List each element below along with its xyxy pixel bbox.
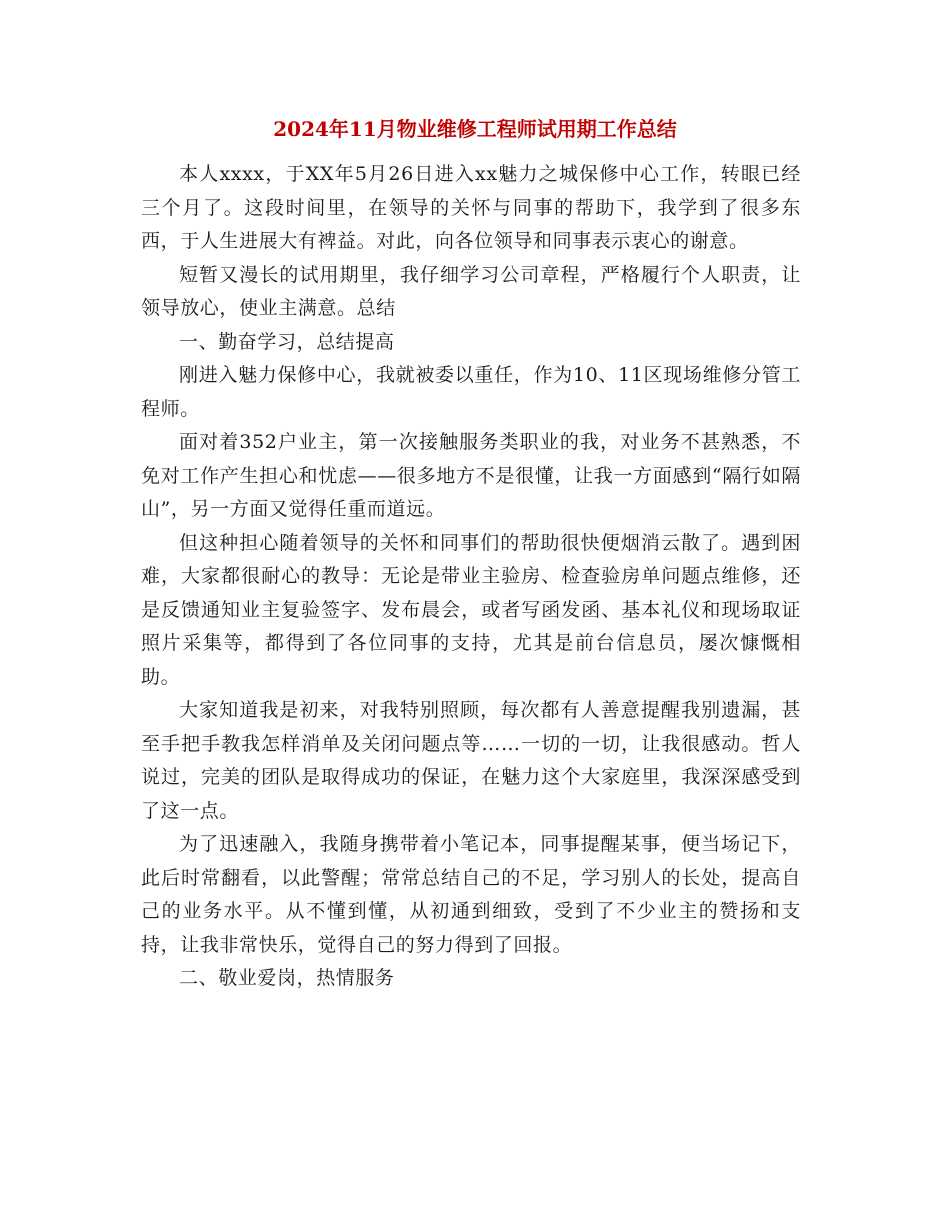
paragraph-probation: 短暂又漫长的试用期里，我仔细学习公司章程，严格履行个人职责，让领导放心，使业主满意。总结 (141, 263, 801, 319)
section-heading-2: 二、敬业爱岗，热情服务 (179, 967, 395, 989)
paragraph-assignment: 刚进入魅力保修中心，我就被委以重任，作为10、11区现场维修分管工程师。 (141, 364, 801, 420)
document-title: 2024年11月物业维修工程师试用期工作总结 (273, 117, 677, 141)
paragraph-intro: 本人xxxx，于XX年5月26日进入xx魅力之城保修中心工作，转眼已经三个月了。这段时间里，在领导的关怀与同事的帮助下，我学到了很多东西，于人生进展大有裨益。对此，向各位领导和同事表示衷心的谢意。 (141, 163, 801, 252)
paragraph-worries: 面对着352户业主，第一次接触服务类职业的我，对业务不甚熟悉，不免对工作产生担心和忧虑——很多地方不是很懂，让我一方面感到“隔行如隔山”，另一方面又觉得任重而道远。 (141, 431, 801, 520)
paragraph-notebook: 为了迅速融入，我随身携带着小笔记本，同事提醒某事，便当场记下，此后时常翻看，以此警醒；常常总结自己的不足，学习别人的长处，提高自己的业务水平。从不懂到懂，从初通到细致，受到了不少业主的赞扬和支持，让我非常快乐，觉得自己的努力得到了回报。 (141, 833, 801, 956)
paragraph-help: 但这种担心随着领导的关怀和同事们的帮助很快便烟消云散了。遇到困难，大家都很耐心的教导：无论是带业主验房、检查验房单问题点维修，还是反馈通知业主复验签字、发布晨会，或者写函发函、基本礼仪和现场取证照片采集等，都得到了各位同事的支持，尤其是前台信息员，屡次慷慨相助。 (141, 531, 801, 688)
section-heading-1: 一、勤奋学习，总结提高 (179, 330, 395, 353)
paragraph-team: 大家知道我是初来，对我特别照顾，每次都有人善意提醒我别遗漏，甚至手把手教我怎样消单及关闭问题点等……一切的一切，让我很感动。哲人说过，完美的团队是取得成功的保证，在魅力这个大家庭里，我深深感受到了这一点。 (141, 699, 801, 822)
document-body (141, 158, 801, 996)
